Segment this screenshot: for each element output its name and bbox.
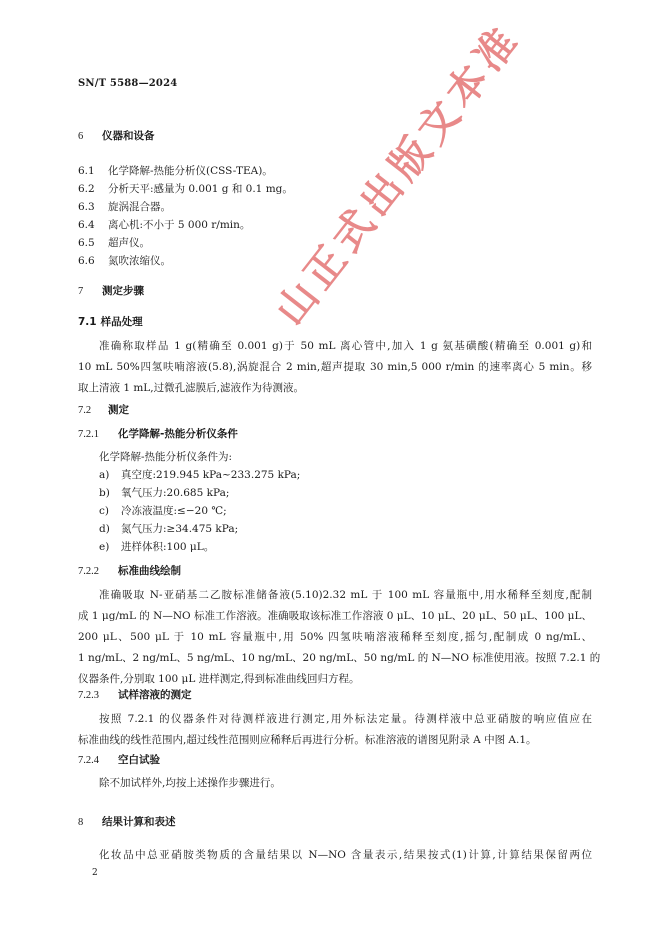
paragraph-7-2-4: 除不加试样外,均按上述操作步骤进行。: [99, 777, 281, 789]
section-title: 仪器和设备: [102, 130, 155, 142]
subsection-7-1-heading: [78, 314, 143, 329]
paragraph-7-2-2: 准确吸取 N-亚硝基二乙胺标准储备液(5.10)2.32 mL 于 100 mL 容量瓶中,用水稀释至刻度,配制 成 1 μg/mL 的 N—NO 标准工作溶液。准确吸取该标准工作溶液 0 μL、10 μL、20 μL、50 μL、100 μL、 200 μL、500 μL 于 10 mL 容量瓶中,用 50% 四氢呋喃溶液稀释至刻度,摇匀,配制成 0 ng/mL、 1 ng/mL、2 ng/mL、5 ng/mL、10 ng/mL、20 ng/mL、50 ng/mL 的 N—NO 标准使用液。按照 7.2.1 的 仪器条件,分别取 100 μL 进样测定,得到标准曲线回归方程。: [78, 589, 601, 685]
subsection-title: 空白试验: [118, 754, 160, 766]
subsection-title: 试样溶液的测定: [118, 689, 192, 701]
subsection-7-2-4-heading: [78, 752, 160, 767]
subsection-number: 7.1: [78, 316, 97, 328]
list-item: 6.1 化学降解-热能分析仪(CSS-TEA)。: [78, 165, 273, 177]
subsection-title: 化学降解-热能分析仪条件: [118, 428, 238, 440]
section-number: 8: [78, 817, 84, 828]
subsection-number: 7.2: [78, 405, 92, 416]
subsection-7-2-heading: [78, 402, 129, 417]
subsection-number: 7.2.1: [78, 429, 99, 440]
condition-item: e) 进样体积:100 μL。: [99, 541, 215, 553]
list-item: 6.5 超声仪。: [78, 237, 150, 249]
subsection-number: 7.2.3: [78, 690, 99, 701]
subsection-7-2-1-heading: [78, 426, 238, 441]
section-8-heading: [78, 814, 176, 829]
section-number: 7: [78, 286, 84, 297]
subsection-7-2-2-heading: [78, 563, 181, 578]
watermark-stamp: 山正式出版文本准: [267, 15, 530, 334]
subsection-title: 标准曲线绘制: [118, 565, 181, 577]
condition-item: b) 氧气压力:20.685 kPa;: [99, 487, 230, 499]
subsection-title: 样品处理: [100, 316, 143, 328]
subsection-7-2-3-heading: [78, 687, 192, 702]
condition-item: d) 氮气压力:≥34.475 kPa;: [99, 523, 239, 535]
conditions-intro: 化学降解-热能分析仪条件为:: [99, 451, 233, 463]
list-item: 6.4 离心机:不小于 5 000 r/min。: [78, 219, 251, 231]
section-6-heading: [78, 128, 155, 143]
subsection-number: 7.2.4: [78, 755, 99, 766]
list-item: 6.2 分析天平:感量为 0.001 g 和 0.1 mg。: [78, 183, 293, 195]
paragraph-7-1: 准确称取样品 1 g(精确至 0.001 g)于 50 mL 离心管中,加入 1 g 氨基磺酸(精确至 0.001 g)和 10 mL 50%四氢呋喃溶液(5.8),涡旋混合 2 min,超声提取 30 min,5 000 r/min 的速率离心 5 min。移 取上清液 1 mL,过微孔滤膜后,滤液作为待测液。: [78, 340, 592, 394]
section-title: 结果计算和表述: [102, 816, 176, 828]
section-7-heading: [78, 283, 144, 298]
condition-item: c) 冷冻液温度:≤−20 ℃;: [99, 505, 227, 517]
paragraph-8: 化妆品中总亚硝胺类物质的含量结果以 N—NO 含量表示,结果按式(1)计算,计算结果保留两位: [99, 849, 592, 861]
paragraph-7-2-3: 按照 7.2.1 的仪器条件对待测样液进行测定,用外标法定量。待测样液中总亚硝胺的响应值应在 标准曲线的线性范围内,超过线性范围则应稀释后再进行分析。标准溶液的谱图见附录 A 中图 A.1。: [78, 713, 592, 746]
condition-item: a) 真空度:219.945 kPa~233.275 kPa;: [99, 469, 301, 481]
subsection-number: 7.2.2: [78, 566, 99, 577]
list-item: 6.6 氮吹浓缩仪。: [78, 255, 171, 267]
section-title: 测定步骤: [102, 285, 144, 297]
standard-number: SN/T 5588—2024: [78, 78, 178, 89]
section-number: 6: [78, 131, 84, 142]
list-item: 6.3 旋涡混合器。: [78, 201, 171, 213]
subsection-title: 测定: [108, 404, 129, 416]
page-number: 2: [92, 868, 98, 878]
